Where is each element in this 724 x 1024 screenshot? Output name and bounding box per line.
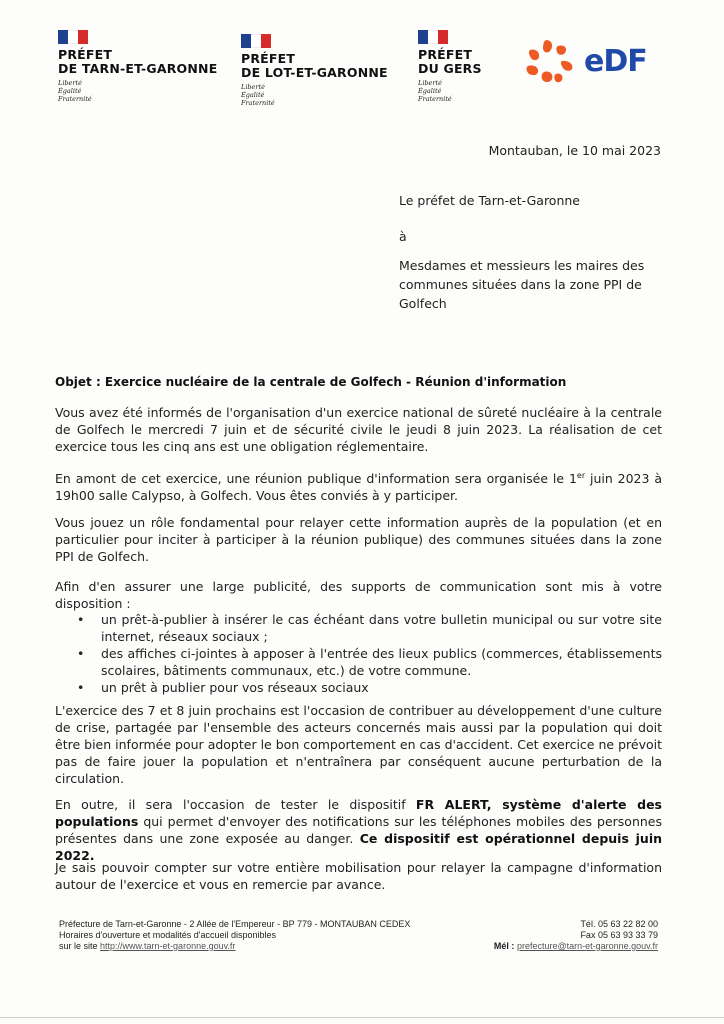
department-label: DU GERS: [418, 61, 482, 76]
footer-site: sur le site http://www.tarn-et-garonne.gouv.fr: [59, 941, 236, 951]
footer-tel: Tél. 05 63 22 82 00: [580, 919, 658, 929]
list-item: • des affiches ci-jointes à apposer à l'entrée des lieux publics (commerces, établissements scolaires, bâtiments communaux, etc.) de votre commune.: [55, 645, 662, 679]
edf-logo: [522, 36, 662, 86]
republic-motto: Liberté Égalité Fraternité: [58, 79, 92, 103]
prefecture-block-gers: [418, 30, 482, 103]
footer-address-block: [59, 919, 479, 952]
email-link[interactable]: prefecture@tarn-et-garonne.gouv.fr: [516, 941, 658, 951]
paragraph-3: Vous jouez un rôle fondamental pour relayer cette information auprès de la population (et en particulier pour inciter à participer à la réunion publique) des communes situées dans la zone PPI de Golfech.: [55, 515, 662, 564]
french-flag-icon: [241, 34, 271, 48]
recipient-block: Mesdames et messieurs les maires des communes situées dans la zone PPI de Golfech: [399, 258, 645, 311]
footer-fax: Fax 05 63 93 33 79: [580, 930, 658, 940]
paragraph-4: Afin d'en assurer une large publicité, des supports de communication sont mis à votre disposition :: [55, 579, 662, 611]
french-flag-icon: [58, 30, 88, 44]
french-flag-icon: [418, 30, 448, 44]
site-link[interactable]: http://www.tarn-et-garonne.gouv.fr: [100, 941, 236, 951]
list-item: • un prêt-à-publier à insérer le cas échéant dans votre bulletin municipal ou sur votre site internet, réseaux sociaux ;: [55, 611, 662, 645]
subject-line: Objet : Exercice nucléaire de la centrale de Golfech - Réunion d'information: [55, 375, 567, 389]
paragraph-7: Je sais pouvoir compter sur votre entière mobilisation pour relayer la campagne d'information autour de l'exercice et vous en remercie par avance.: [55, 860, 662, 892]
paragraph-2: En amont de cet exercice, une réunion publique d'information sera organisée le 1er juin 2023 à 19h00 salle Calypso, à Golfech. Vous êtes conviés à y participer.: [55, 471, 662, 504]
prefecture-block-tarn-et-garonne: [58, 30, 217, 103]
republic-motto: Liberté Égalité Fraternité: [418, 79, 452, 103]
sender-line: Le préfet de Tarn-et-Garonne: [399, 193, 580, 208]
paragraph-5: L'exercice des 7 et 8 juin prochains est l'occasion de contribuer au développement d'une culture de crise, partagée par l'ensemble des acteurs concernés mais aussi par la population qui doit être bien informée pour adopter le bon comportement en cas d'accident. Cet exercice ne prévoit pas de faire jouer la population et n'entraînera par conséquent aucune perturbation de la circulation.: [55, 703, 662, 786]
prefecture-block-lot-et-garonne: [241, 34, 388, 107]
footer-mail: Mél : prefecture@tarn-et-garonne.gouv.fr: [493, 941, 658, 951]
prefet-label: PRÉFET: [418, 47, 473, 62]
supports-list: [55, 611, 662, 696]
date-line: Montauban, le 10 mai 2023: [488, 143, 661, 158]
to-word: à: [399, 229, 407, 244]
republic-motto: Liberté Égalité Fraternité: [241, 83, 275, 107]
footer-hours: Horaires d'ouverture et modalités d'accueil disponibles: [59, 930, 277, 940]
bottom-divider: [0, 1017, 724, 1018]
footer-contact-block: [494, 919, 658, 952]
edf-wordmark: eDF: [584, 44, 647, 79]
footer-address: Préfecture de Tarn-et-Garonne - 2 Allée de l'Empereur - BP 779 - MONTAUBAN CEDEX: [59, 919, 411, 929]
list-item: • un prêt à publier pour vos réseaux sociaux: [55, 679, 662, 696]
paragraph-6: En outre, il sera l'occasion de tester le dispositif FR ALERT, système d'alerte des populations qui permet d'envoyer des notifications sur les téléphones mobiles des personnes présentes dans une zone exposée au danger. Ce dispositif est opérationnel depuis juin 2022.: [55, 797, 663, 863]
paragraph-1: Vous avez été informés de l'organisation d'un exercice national de sûreté nucléaire à la centrale de Golfech le mercredi 7 juin et de sécurité civile le jeudi 8 juin 2023. La réalisation de cet exercice tous les cinq ans est une obligation réglementaire.: [55, 405, 662, 454]
department-label: DE TARN-ET-GARONNE: [58, 61, 218, 76]
department-label: DE LOT-ET-GARONNE: [241, 65, 388, 80]
prefet-label: PRÉFET: [58, 47, 113, 62]
edf-flower-icon: [522, 36, 580, 86]
prefet-label: PRÉFET: [241, 51, 296, 66]
